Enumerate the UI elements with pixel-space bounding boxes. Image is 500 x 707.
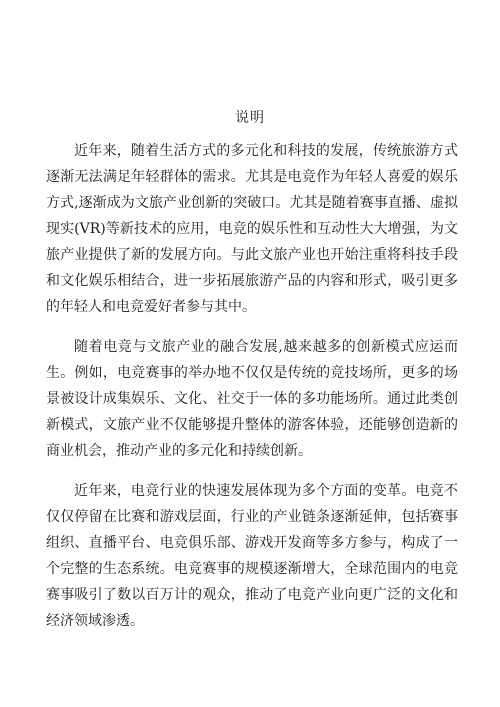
paragraph-3: 近年来，电竞行业的快速发展体现为多个方面的变革。电竞不仅仅停留在比赛和游戏层面，行业的产业链条逐渐延伸，包括赛事组织、直播平台、电竞俱乐部、游戏开发商等多方参与，构成了一个完整的生态系统。电竞赛事的规模逐渐增大，全球范围内的电竞赛事吸引了数以百万计的观众，推动了电竞产业向更广泛的文化和经济领域渗透。 bbox=[46, 483, 458, 629]
paragraph-2: 随着电竞与文旅产业的融合发展,越来越多的创新模式应运而生。例如，电竞赛事的举办地不仅仅是传统的竞技场所，更多的场景被设计成集娱乐、文化、社交于一体的多功能场所。通过此类创新模式，文旅产业不仅能够提升整体的游客体验，还能够创造新的商业机会，推动产业的多元化和持续创新。 bbox=[46, 339, 458, 459]
paragraph-1: 近年来，随着生活方式的多元化和科技的发展，传统旅游方式逐渐无法满足年轻群体的需求。尤其是电竞作为年轻人喜爱的娱乐方式,逐渐成为文旅产业创新的突破口。尤其是随着赛事直播、虚拟现实(VR)等新技术的应用，电竞的娱乐性和互动性大大增强，为文旅产业提供了新的发展方向。与此文旅产业也开始注重将科技手段和文化娱乐相结合，进一步拓展旅游产品的内容和形式，吸引更多的年轻人和电竞爱好者参与其中。 bbox=[46, 143, 458, 315]
document-body bbox=[46, 138, 458, 648]
document-title: 说明 bbox=[235, 110, 265, 126]
